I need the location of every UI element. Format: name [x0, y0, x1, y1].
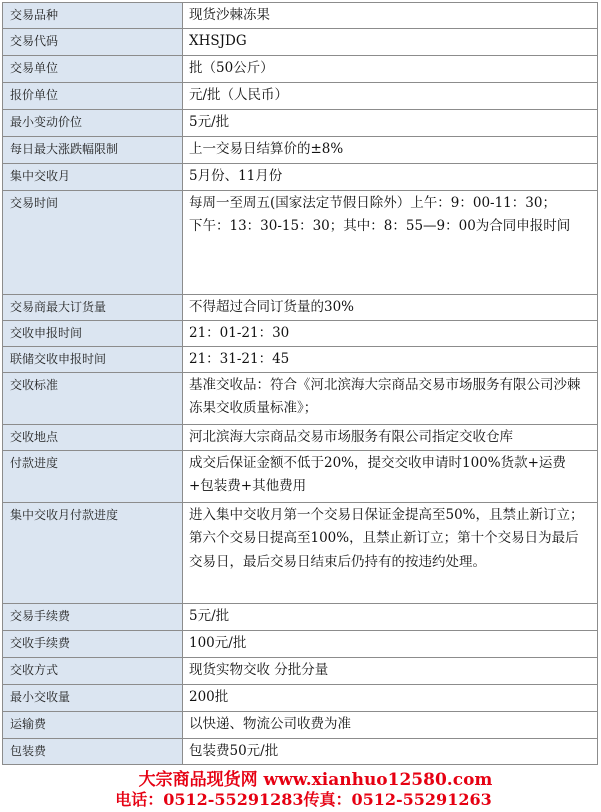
table-row	[3, 55, 598, 82]
row-value: 100元/批	[183, 630, 598, 657]
row-value: 元/批（人民币）	[183, 82, 598, 109]
row-label: 交易商最大订货量	[3, 294, 183, 320]
watermark-contact-line: 电话：0512-55291283传真：0512-55291263	[115, 790, 492, 809]
table-row	[3, 294, 598, 320]
row-label: 交易时间	[3, 190, 183, 294]
table-row	[3, 372, 598, 424]
table-row	[3, 320, 598, 346]
table-row	[3, 684, 598, 711]
row-value: 200批	[183, 684, 598, 711]
row-label: 交易单位	[3, 55, 183, 82]
row-value: 包装费50元/批	[183, 738, 598, 764]
row-value: 5元/批	[183, 109, 598, 136]
table-row	[3, 502, 598, 603]
row-value: 基准交收品：符合《河北滨海大宗商品交易市场服务有限公司沙棘冻果交收质量标准》；	[183, 372, 598, 424]
row-value	[183, 190, 598, 294]
table-row	[3, 657, 598, 684]
row-label: 报价单位	[3, 82, 183, 109]
row-label: 付款进度	[3, 450, 183, 502]
row-label: 联储交收申报时间	[3, 346, 183, 372]
row-label: 交收地点	[3, 424, 183, 450]
row-label: 最小变动价位	[3, 109, 183, 136]
row-value: 批（50公斤）	[183, 55, 598, 82]
table-row	[3, 738, 598, 764]
row-value: 不得超过合同订货量的30%	[183, 294, 598, 320]
row-value: 5元/批	[183, 603, 598, 630]
row-value: 21：01-21：30	[183, 320, 598, 346]
row-value: 进入集中交收月第一个交易日保证金提高至50%，且禁止新订立；第六个交易日提高至100%，且禁止新订立；第十个交易日为最后交易日，最后交易日结束后仍持有的按违约处理。	[183, 502, 598, 603]
row-value: 现货实物交收 分批分量	[183, 657, 598, 684]
table-row	[3, 163, 598, 190]
table-row	[3, 630, 598, 657]
row-label: 交收手续费	[3, 630, 183, 657]
row-value: 5月份、11月份	[183, 163, 598, 190]
row-label: 交易手续费	[3, 603, 183, 630]
row-label: 交收申报时间	[3, 320, 183, 346]
table-row	[3, 450, 598, 502]
row-label: 每日最大涨跌幅限制	[3, 136, 183, 163]
row-value: 河北滨海大宗商品交易市场服务有限公司指定交收仓库	[183, 424, 598, 450]
trading-hours-afternoon: 下午：13：30-15：30；其中：8：55—9：00为合同申报时间	[189, 218, 571, 234]
watermark-site-line: 大宗商品现货网 www.xianhuo12580.com	[138, 770, 493, 790]
row-value: 上一交易日结算价的±8%	[183, 136, 598, 163]
row-label: 交易代码	[3, 28, 183, 55]
row-label: 最小交收量	[3, 684, 183, 711]
contract-spec-table	[2, 2, 598, 765]
table-row	[3, 3, 598, 29]
table-row	[3, 190, 598, 294]
trading-hours-morning: 每周一至周五(国家法定节假日除外）上午：9：00-11：30；	[189, 194, 556, 211]
table-row	[3, 603, 598, 630]
row-label: 交易品种	[3, 3, 183, 29]
row-label: 运输费	[3, 711, 183, 738]
row-value: XHSJDG	[183, 28, 598, 55]
row-label: 交收方式	[3, 657, 183, 684]
row-value: 现货沙棘冻果	[183, 3, 598, 29]
table-row	[3, 711, 598, 738]
table-row	[3, 346, 598, 372]
row-value: 成交后保证金额不低于20%，提交交收申请时100%货款+运费+包装费+其他费用	[183, 450, 598, 502]
table-row	[3, 424, 598, 450]
table-row	[3, 28, 598, 55]
table-row	[3, 82, 598, 109]
table-row	[3, 136, 598, 163]
row-label: 包装费	[3, 738, 183, 764]
row-value: 21：31-21：45	[183, 346, 598, 372]
row-value: 以快递、物流公司收费为准	[183, 711, 598, 738]
row-label: 集中交收月	[3, 163, 183, 190]
row-label: 集中交收月付款进度	[3, 502, 183, 603]
row-label: 交收标准	[3, 372, 183, 424]
table-row	[3, 109, 598, 136]
